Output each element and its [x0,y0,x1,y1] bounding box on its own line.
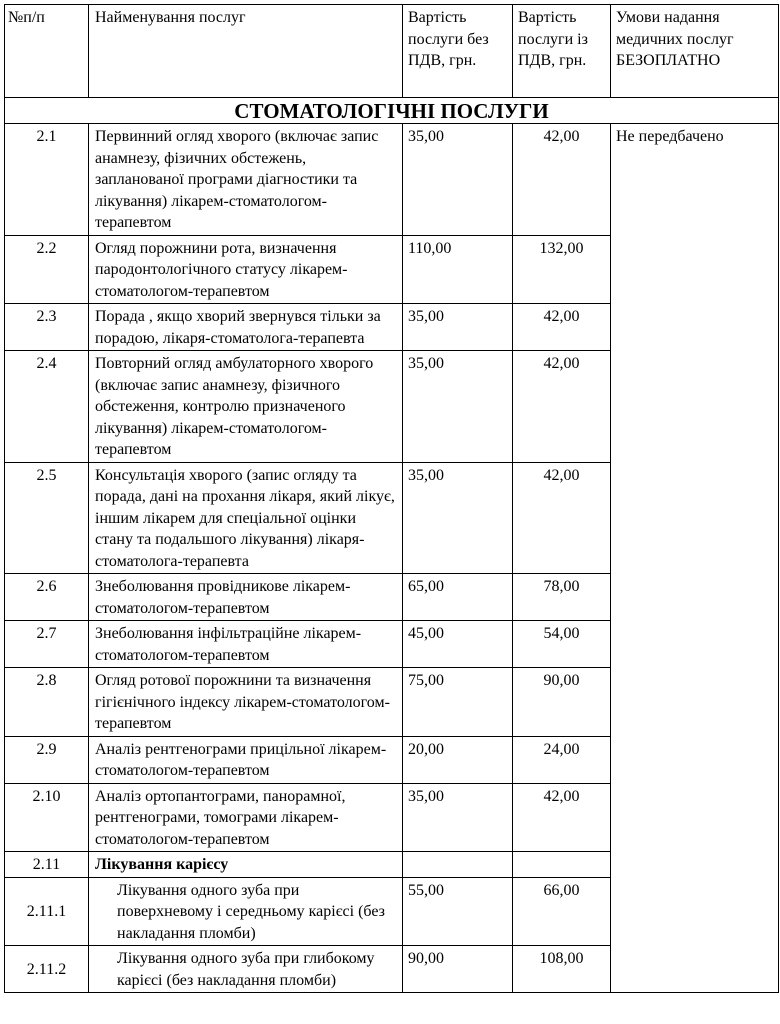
header-conditions: Умови надання медичних послуг БЕЗОПЛАТНО [611,5,779,98]
row-name: Аналіз ортопантограми, панорамної, рентгенограми, томограми лікарем-стоматологом-терапевтом [89,783,403,852]
conditions-cell: Не передбачено [611,124,779,993]
empty-cell [403,852,513,878]
row-name: Аналіз рентгенограми прицільної лікарем-стоматологом-терапевтом [89,736,403,783]
document-page [4,4,778,993]
section-title: СТОМАТОЛОГІЧНІ ПОСЛУГИ [5,98,779,124]
section-row [5,98,779,124]
row-price: 65,00 [403,574,513,621]
row-price: 75,00 [403,668,513,737]
row-price: 35,00 [403,351,513,463]
price-table [4,4,779,993]
header-num: №п/п [5,5,89,98]
row-price-vat: 132,00 [513,235,611,304]
row-price-vat: 108,00 [513,946,611,993]
header-name: Найменування послуг [89,5,403,98]
row-price: 90,00 [403,946,513,993]
header-price-vat: Вартість послуги із ПДВ, грн. [513,5,611,98]
row-num: 2.10 [5,783,89,852]
header-row [5,5,779,98]
row-price: 20,00 [403,736,513,783]
row-price: 35,00 [403,124,513,236]
row-name: Повторний огляд амбулаторного хворого (включає запис анамнезу, фізичного обстеження, контролю призначеного лікування) лікарем-стоматологом-терапевтом [89,351,403,463]
row-name: Огляд ротової порожнини та визначення гігієнічного індексу лікарем-стоматологом-терапевтом [89,668,403,737]
header-price-no-vat: Вартість послуги без ПДВ, грн. [403,5,513,98]
row-price-vat: 42,00 [513,783,611,852]
row-price-vat: 78,00 [513,574,611,621]
row-num: 2.6 [5,574,89,621]
row-name: Лікування одного зуба при глибокому карієсі (без накладання пломби) [89,946,403,993]
row-price-vat: 42,00 [513,462,611,574]
table-row [5,124,779,236]
row-price-vat: 42,00 [513,351,611,463]
row-price: 35,00 [403,304,513,351]
row-price: 35,00 [403,462,513,574]
row-num: 2.11.2 [5,946,89,993]
row-price-vat: 66,00 [513,877,611,946]
row-name: Знеболювання інфільтраційне лікарем-стоматологом-терапевтом [89,621,403,668]
row-num: 2.1 [5,124,89,236]
row-num: 2.11.1 [5,877,89,946]
row-price-vat: 24,00 [513,736,611,783]
row-name: Огляд порожнини рота, визначення пародонтологічного статусу лікарем-стоматологом-терапевтом [89,235,403,304]
row-price-vat: 90,00 [513,668,611,737]
row-price-vat: 54,00 [513,621,611,668]
row-num: 2.2 [5,235,89,304]
row-price: 55,00 [403,877,513,946]
row-price: 35,00 [403,783,513,852]
row-name: Консультація хворого (запис огляду та порада, дані на прохання лікаря, який лікує, іншим лікарем для спеціальної оцінки стану та подальшого лікування) лікаря-стоматолога-терапевта [89,462,403,574]
row-num: 2.7 [5,621,89,668]
subsection-title: Лікування карієсу [89,852,403,878]
row-price-vat: 42,00 [513,124,611,236]
row-num: 2.4 [5,351,89,463]
empty-cell [513,852,611,878]
row-num: 2.9 [5,736,89,783]
row-num: 2.5 [5,462,89,574]
row-name: Первинний огляд хворого (включає запис анамнезу, фізичних обстежень, запланованої програми діагностики та лікування) лікарем-стоматологом-терапевтом [89,124,403,236]
row-num: 2.8 [5,668,89,737]
row-name: Порада , якщо хворий звернувся тільки за порадою, лікаря-стоматолога-терапевта [89,304,403,351]
row-name: Знеболювання провідникове лікарем-стоматологом-терапевтом [89,574,403,621]
row-price: 110,00 [403,235,513,304]
row-price: 45,00 [403,621,513,668]
row-name: Лікування одного зуба при поверхневому і середньому карієсі (без накладання пломби) [89,877,403,946]
row-num: 2.3 [5,304,89,351]
row-price-vat: 42,00 [513,304,611,351]
subsection-num: 2.11 [5,852,89,878]
